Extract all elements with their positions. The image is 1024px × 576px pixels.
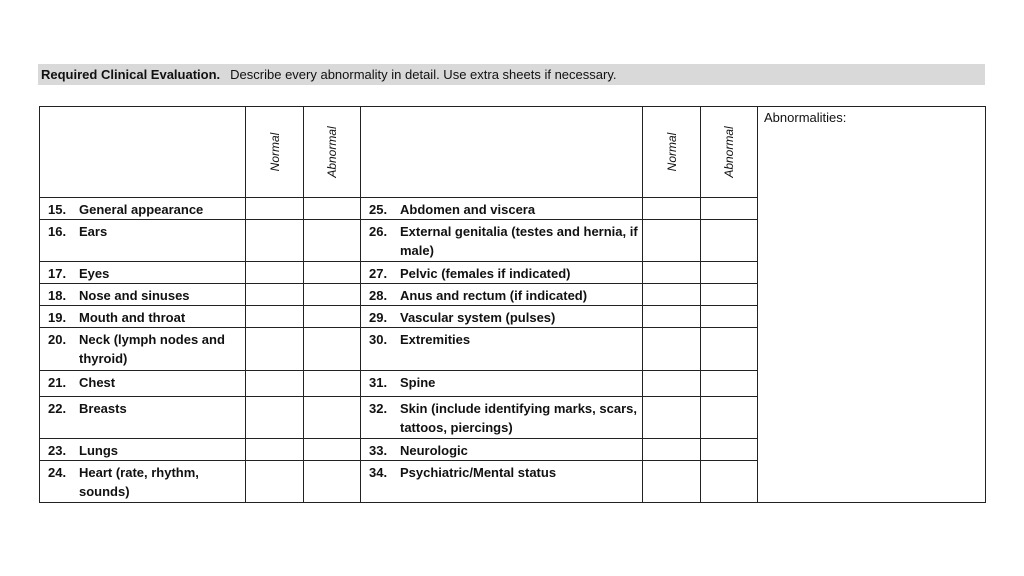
clinical-evaluation-table — [39, 106, 986, 503]
item-number: 28. — [369, 288, 388, 303]
normal-checkbox-cell[interactable] — [246, 397, 304, 439]
normal-checkbox-cell[interactable] — [643, 284, 701, 306]
abnormal-checkbox-cell[interactable] — [701, 284, 758, 306]
item-label-left — [40, 262, 246, 284]
item-label-right — [361, 328, 643, 371]
item-text: Nose and sinuses — [79, 288, 190, 303]
column-header-abnormal-left: Abnormal — [304, 107, 361, 198]
item-number: 34. — [369, 465, 388, 480]
item-label-left — [40, 284, 246, 306]
item-number: 18. — [48, 288, 67, 303]
item-number: 15. — [48, 202, 67, 217]
item-number: 26. — [369, 224, 388, 239]
item-number: 29. — [369, 310, 388, 325]
column-header-normal-right: Normal — [643, 107, 701, 198]
item-text: Breasts — [79, 401, 127, 416]
abnormal-checkbox-cell[interactable] — [304, 220, 361, 262]
abnormal-checkbox-cell[interactable] — [304, 397, 361, 439]
item-label-left — [40, 198, 246, 220]
normal-checkbox-cell[interactable] — [643, 306, 701, 328]
item-text: Psychiatric/Mental status — [400, 465, 557, 480]
item-text: Neurologic — [400, 443, 468, 458]
item-number: 30. — [369, 332, 388, 347]
header-blank-right — [361, 107, 643, 198]
item-text: General appearance — [79, 202, 204, 217]
item-text: Neck (lymph nodes and thyroid) — [79, 332, 225, 366]
item-label-right — [361, 397, 643, 439]
normal-checkbox-cell[interactable] — [643, 397, 701, 439]
item-number: 33. — [369, 443, 388, 458]
normal-checkbox-cell[interactable] — [643, 198, 701, 220]
abnormal-checkbox-cell[interactable] — [701, 220, 758, 262]
normal-checkbox-cell[interactable] — [246, 328, 304, 371]
normal-checkbox-cell[interactable] — [643, 220, 701, 262]
item-label-right — [361, 439, 643, 461]
header-row — [40, 107, 986, 198]
item-text: Vascular system (pulses) — [400, 310, 556, 325]
item-number: 27. — [369, 266, 388, 281]
item-number: 22. — [48, 401, 67, 416]
normal-checkbox-cell[interactable] — [643, 461, 701, 503]
item-label-left — [40, 306, 246, 328]
item-text: Extremities — [400, 332, 471, 347]
normal-checkbox-cell[interactable] — [246, 284, 304, 306]
item-number: 19. — [48, 310, 67, 325]
abnormal-checkbox-cell[interactable] — [304, 306, 361, 328]
section-instruction: Describe every abnormality in detail. Use extra sheets if necessary. — [230, 67, 617, 82]
item-label-left — [40, 220, 246, 262]
item-label-left — [40, 461, 246, 503]
item-number: 16. — [48, 224, 67, 239]
item-text: Pelvic (females if indicated) — [400, 266, 571, 281]
item-text: Skin (include identifying marks, scars, tattoos, piercings) — [400, 401, 637, 435]
item-text: Spine — [400, 375, 436, 390]
item-number: 25. — [369, 202, 388, 217]
item-label-left — [40, 328, 246, 371]
normal-checkbox-cell[interactable] — [246, 220, 304, 262]
item-label-right — [361, 198, 643, 220]
normal-checkbox-cell[interactable] — [643, 328, 701, 371]
normal-checkbox-cell[interactable] — [246, 262, 304, 284]
abnormalities-label: Abnormalities: — [764, 110, 847, 125]
abnormal-checkbox-cell[interactable] — [304, 198, 361, 220]
abnormal-checkbox-cell[interactable] — [304, 262, 361, 284]
item-text: Mouth and throat — [79, 310, 186, 325]
item-text: Eyes — [79, 266, 110, 281]
abnormal-checkbox-cell[interactable] — [701, 198, 758, 220]
abnormal-checkbox-cell[interactable] — [701, 306, 758, 328]
abnormal-checkbox-cell[interactable] — [701, 371, 758, 397]
item-number: 20. — [48, 332, 67, 347]
item-label-left — [40, 397, 246, 439]
normal-checkbox-cell[interactable] — [246, 439, 304, 461]
section-title: Required Clinical Evaluation. — [41, 67, 221, 82]
abnormal-checkbox-cell[interactable] — [304, 461, 361, 503]
item-label-right — [361, 284, 643, 306]
item-label-right — [361, 461, 643, 503]
normal-checkbox-cell[interactable] — [643, 262, 701, 284]
section-header — [38, 64, 985, 85]
item-number: 17. — [48, 266, 67, 281]
abnormalities-box[interactable] — [758, 107, 986, 503]
normal-checkbox-cell[interactable] — [643, 439, 701, 461]
item-text: External genitalia (testes and hernia, if male) — [400, 224, 638, 258]
item-label-right — [361, 262, 643, 284]
abnormal-checkbox-cell[interactable] — [701, 262, 758, 284]
normal-checkbox-cell[interactable] — [246, 371, 304, 397]
header-blank-left — [40, 107, 246, 198]
column-header-abnormal-right: Abnormal — [701, 107, 758, 198]
column-header-normal-left: Normal — [246, 107, 304, 198]
item-text: Anus and rectum (if indicated) — [400, 288, 588, 303]
item-text: Heart (rate, rhythm, sounds) — [79, 465, 199, 499]
item-number: 24. — [48, 465, 67, 480]
item-text: Abdomen and viscera — [400, 202, 536, 217]
abnormal-checkbox-cell[interactable] — [304, 284, 361, 306]
normal-checkbox-cell[interactable] — [643, 371, 701, 397]
abnormal-checkbox-cell[interactable] — [304, 371, 361, 397]
abnormal-checkbox-cell[interactable] — [304, 328, 361, 371]
abnormal-checkbox-cell[interactable] — [304, 439, 361, 461]
abnormal-checkbox-cell[interactable] — [701, 328, 758, 371]
normal-checkbox-cell[interactable] — [246, 198, 304, 220]
item-label-right — [361, 220, 643, 262]
item-label-left — [40, 439, 246, 461]
item-number: 31. — [369, 375, 388, 390]
item-text: Ears — [79, 224, 108, 239]
item-number: 32. — [369, 401, 388, 416]
item-number: 23. — [48, 443, 67, 458]
item-number: 21. — [48, 375, 67, 390]
item-text: Chest — [79, 375, 116, 390]
normal-checkbox-cell[interactable] — [246, 306, 304, 328]
item-text: Lungs — [79, 443, 118, 458]
item-label-right — [361, 371, 643, 397]
abnormal-checkbox-cell[interactable] — [701, 439, 758, 461]
abnormal-checkbox-cell[interactable] — [701, 397, 758, 439]
item-label-left — [40, 371, 246, 397]
abnormal-checkbox-cell[interactable] — [701, 461, 758, 503]
item-label-right — [361, 306, 643, 328]
normal-checkbox-cell[interactable] — [246, 461, 304, 503]
